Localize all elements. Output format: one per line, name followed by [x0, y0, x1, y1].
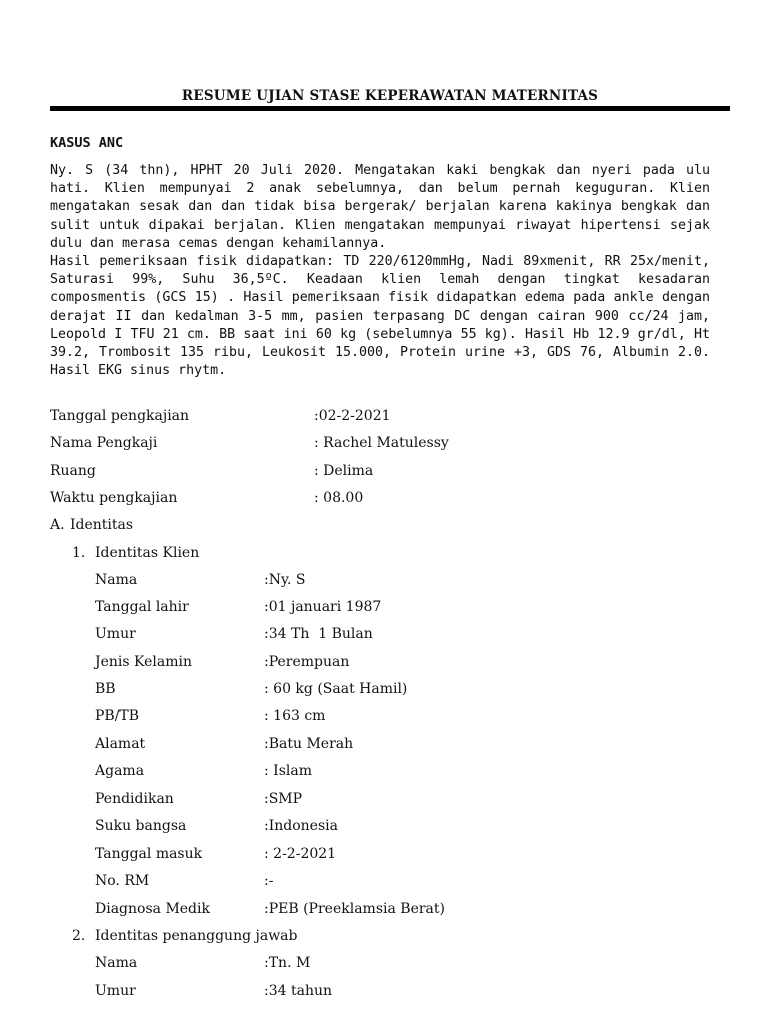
- field-value: :PEB (Preeklamsia Berat): [264, 901, 445, 917]
- field-label: Pendidikan: [95, 791, 174, 807]
- field-value: :34 tahun: [264, 983, 333, 999]
- field-label: Nama Pengkaji: [50, 435, 158, 451]
- subsection-1-heading: Identitas Klien: [95, 545, 200, 561]
- field-value: :34 Th 1 Bulan: [264, 626, 373, 642]
- field-value: : Delima: [314, 463, 374, 479]
- field-label: Tanggal lahir: [95, 599, 189, 615]
- field-value: :Perempuan: [264, 654, 350, 670]
- field-value: : 2-2-2021: [264, 846, 337, 862]
- field-value: : Islam: [264, 763, 312, 779]
- field-label: Jenis Kelamin: [95, 654, 192, 670]
- field-value: : 163 cm: [264, 708, 326, 724]
- field-label: Nama: [95, 572, 138, 588]
- field-label: Tanggal pengkajian: [50, 408, 190, 424]
- field-value: : 08.00: [314, 490, 364, 506]
- field-label: PB/TB: [95, 708, 140, 724]
- field-value: :Batu Merah: [264, 736, 354, 752]
- title-rule: [50, 106, 730, 111]
- document-title: RESUME UJIAN STASE KEPERAWATAN MATERNITAS: [181, 88, 599, 104]
- field-label: BB: [95, 681, 116, 697]
- section-a-heading: Identitas: [70, 517, 134, 533]
- subsection-2-heading: Identitas penanggung jawab: [95, 928, 298, 944]
- field-value: : 60 kg (Saat Hamil): [264, 681, 408, 697]
- field-label: Suku bangsa: [95, 818, 187, 834]
- field-value: :Tn. M: [264, 955, 311, 971]
- field-label: Ruang: [50, 463, 96, 479]
- case-heading: KASUS ANC: [50, 135, 124, 151]
- field-label: Waktu pengkajian: [50, 490, 178, 506]
- field-value: :01 januari 1987: [264, 599, 382, 615]
- field-label: Umur: [95, 626, 136, 642]
- field-label: No. RM: [95, 873, 150, 889]
- field-label: Diagnosa Medik: [95, 901, 210, 917]
- field-value: :02-2-2021: [314, 408, 391, 424]
- field-label: Umur: [95, 983, 136, 999]
- field-label: Alamat: [95, 736, 146, 752]
- field-label: Agama: [95, 763, 145, 779]
- subsection-1-marker: 1.: [72, 545, 86, 561]
- field-label: Tanggal masuk: [95, 846, 203, 862]
- case-description: [50, 162, 710, 380]
- field-value: :SMP: [264, 791, 303, 807]
- field-value: : Rachel Matulessy: [314, 435, 449, 451]
- case-paragraph-history: Ny. S (34 thn), HPHT 20 Juli 2020. Mengatakan kaki bengkak dan nyeri pada ulu hati. Klien mempunyai 2 anak sebelumnya, dan belum pernah keguguran. Klien mengatakan sesak dan dan tidak bisa bergerak/ berjalan karena kakinya bengkak dan sulit untuk dipakai berjalan. Klien mengatakan mempunyai riwayat hipertensi sejak dulu dan merasa cemas dengan kehamilannya.: [50, 163, 710, 251]
- field-label: Nama: [95, 955, 138, 971]
- section-a-marker: A.: [50, 517, 65, 533]
- case-paragraph-exam: Hasil pemeriksaan fisik didapatkan: TD 220/6120mmHg, Nadi 89xmenit, RR 25x/menit, Saturasi 99%, Suhu 36,5ºC. Keadaan klien lemah dengan tingkat kesadaran composmentis (GCS 15) . Hasil pemeriksaan fisik didapatkan edema pada ankle dengan derajat II dan kedalman 3-5 mm, pasien terpasang DC dengan cairan 900 cc/24 jam, Leopold I TFU 21 cm. BB saat ini 60 kg (sebelumnya 55 kg). Hasil Hb 12.9 gr/dl, Ht 39.2, Trombosit 135 ribu, Leukosit 15.000, Protein urine +3, GDS 76, Albumin 2.0. Hasil EKG sinus rhytm.: [50, 254, 710, 379]
- field-value: :Indonesia: [264, 818, 338, 834]
- subsection-2-marker: 2.: [72, 928, 86, 944]
- field-value: :-: [264, 873, 274, 889]
- field-value: :Ny. S: [264, 572, 306, 588]
